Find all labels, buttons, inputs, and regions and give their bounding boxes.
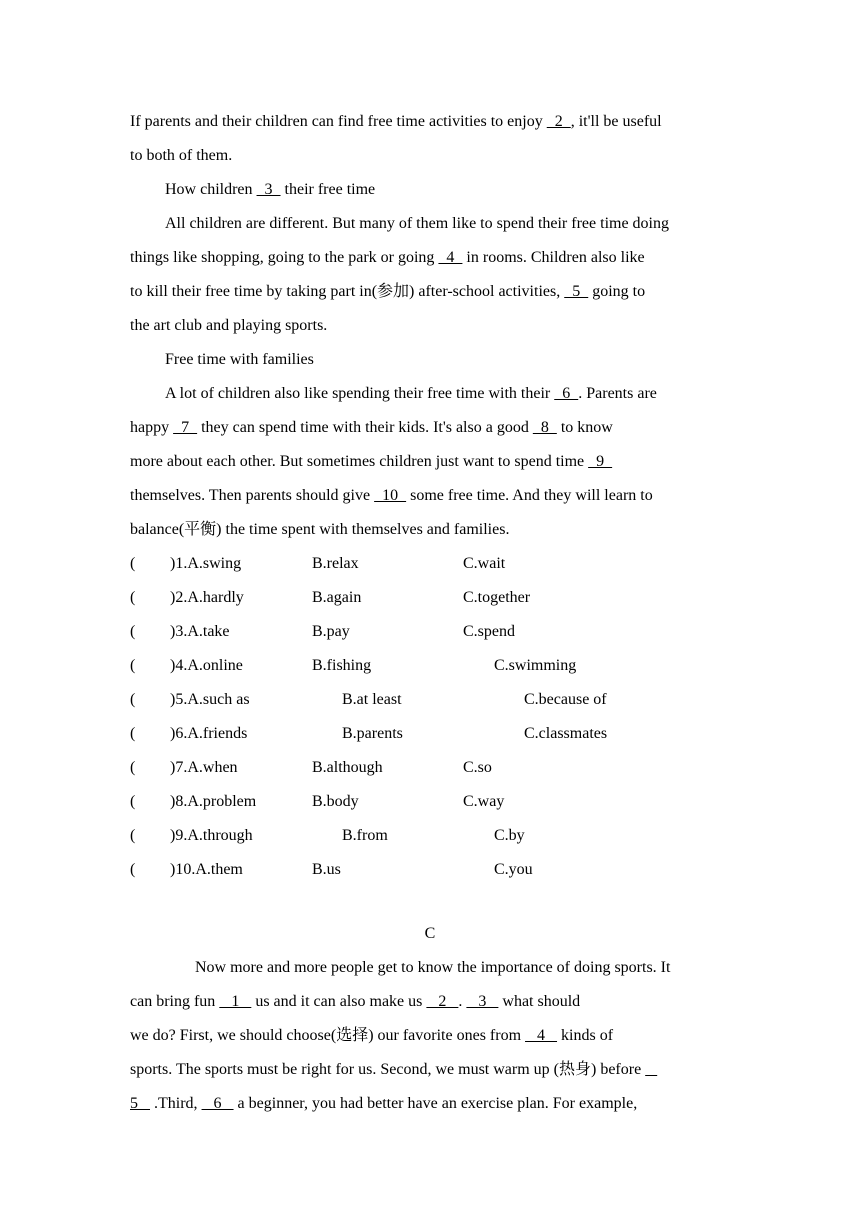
para1-line1 <box>130 112 662 132</box>
option-c: C.swimming <box>494 657 577 674</box>
blank-4: 4 <box>438 249 463 266</box>
blank-c2: 2 <box>426 993 459 1010</box>
text: sports. The sports must be right for us. Second, we must warm up (热身) before <box>130 1061 646 1078</box>
text: . <box>458 993 467 1010</box>
blank-8: 8 <box>532 419 557 436</box>
option-b: B.parents <box>342 725 403 742</box>
blank-10: 10 <box>374 487 407 504</box>
option-b: B.body <box>312 793 359 810</box>
text: .Third, <box>150 1095 202 1112</box>
option-c: C.together <box>463 589 531 606</box>
answer-paren[interactable]: ( <box>130 793 136 810</box>
text: to know <box>556 419 613 436</box>
text: us and it can also make us <box>251 993 427 1010</box>
answer-paren[interactable]: ( <box>130 725 136 742</box>
option-c: C.because of <box>524 691 607 708</box>
text: going to <box>588 283 646 300</box>
para3-line4 <box>130 486 653 506</box>
section-c-title: C <box>424 925 436 942</box>
para2-line3 <box>130 282 645 302</box>
text: can bring fun <box>130 993 220 1010</box>
answer-paren[interactable]: ( <box>130 623 136 640</box>
blank-3: 3 <box>256 181 281 198</box>
option-b: B.at least <box>342 691 402 708</box>
answer-paren[interactable]: ( <box>130 759 136 776</box>
answer-paren[interactable]: ( <box>130 827 136 844</box>
answer-paren[interactable]: ( <box>130 691 136 708</box>
option-a: )2.A.hardly <box>170 589 244 606</box>
text: they can spend time with their kids. It's also a good <box>197 419 533 436</box>
para2-line4: the art club and playing sports. <box>130 317 328 334</box>
text: happy <box>130 419 174 436</box>
sectionC-line1: Now more and more people get to know the importance of doing sports. It <box>195 959 671 976</box>
blank-c5-end: 5 <box>130 1095 150 1112</box>
text: some free time. And they will learn to <box>406 487 653 504</box>
text: . Parents are <box>578 385 657 402</box>
option-c: C.spend <box>463 623 515 640</box>
option-c: C.wait <box>463 555 506 572</box>
option-a: )7.A.when <box>170 759 238 776</box>
blank-c1: 1 <box>219 993 252 1010</box>
text: what should <box>498 993 581 1010</box>
para3-line1 <box>165 384 657 404</box>
answer-paren[interactable]: ( <box>130 555 136 572</box>
para3-line2 <box>130 418 613 438</box>
text: kinds of <box>557 1027 614 1044</box>
option-b: B.pay <box>312 623 350 640</box>
text: If parents and their children can find free time activities to enjoy <box>130 113 547 130</box>
blank-5: 5 <box>564 283 589 300</box>
text: a beginner, you had better have an exercise plan. For example, <box>233 1095 638 1112</box>
blank-c4: 4 <box>525 1027 558 1044</box>
option-c: C.by <box>494 827 525 844</box>
option-a: )9.A.through <box>170 827 253 844</box>
answer-paren[interactable]: ( <box>130 657 136 674</box>
text: their free time <box>280 181 376 198</box>
sectionC-line5 <box>130 1094 637 1114</box>
subheading-how-children <box>165 180 375 200</box>
subheading-free-time-families: Free time with families <box>165 351 314 368</box>
option-b: B.relax <box>312 555 359 572</box>
option-c: C.you <box>494 861 533 878</box>
option-a: )6.A.friends <box>170 725 248 742</box>
blank-9: 9 <box>588 453 613 470</box>
answer-paren[interactable]: ( <box>130 589 136 606</box>
para2-line1: All children are different. But many of them like to spend their free time doing <box>165 215 669 232</box>
answer-paren[interactable]: ( <box>130 861 136 878</box>
option-a: )4.A.online <box>170 657 243 674</box>
para1-line2: to both of them. <box>130 147 233 164</box>
text: themselves. Then parents should give <box>130 487 375 504</box>
text: to kill their free time by taking part in(参加) after-school activities, <box>130 283 565 300</box>
option-b: B.from <box>342 827 388 844</box>
text: things like shopping, going to the park or going <box>130 249 439 266</box>
option-b: B.us <box>312 861 341 878</box>
option-c: C.classmates <box>524 725 608 742</box>
text: more about each other. But sometimes children just want to spend time <box>130 453 589 470</box>
option-b: B.although <box>312 759 383 776</box>
text: , it'll be useful <box>570 113 662 130</box>
blank-c5-start <box>645 1061 657 1078</box>
option-a: )3.A.take <box>170 623 230 640</box>
text: we do? First, we should choose(选择) our favorite ones from <box>130 1027 526 1044</box>
option-b: B.fishing <box>312 657 372 674</box>
blank-2: 2 <box>546 113 571 130</box>
text: How children <box>165 181 257 198</box>
blank-c6: 6 <box>201 1095 234 1112</box>
option-c: C.way <box>463 793 505 810</box>
para2-line2 <box>130 248 645 268</box>
sectionC-line2 <box>130 992 580 1012</box>
option-c: C.so <box>463 759 492 776</box>
option-a: )5.A.such as <box>170 691 250 708</box>
text: A lot of children also like spending their free time with their <box>165 385 555 402</box>
blank-c3: 3 <box>466 993 499 1010</box>
option-b: B.again <box>312 589 362 606</box>
option-a: )8.A.problem <box>170 793 257 810</box>
sectionC-line4 <box>130 1060 657 1080</box>
para3-line3 <box>130 452 612 472</box>
option-a: )1.A.swing <box>170 555 242 572</box>
blank-6: 6 <box>554 385 579 402</box>
para3-line5: balance(平衡) the time spent with themselves and families. <box>130 521 510 538</box>
blank-7: 7 <box>173 419 198 436</box>
text: in rooms. Children also like <box>462 249 645 266</box>
sectionC-line3 <box>130 1026 613 1046</box>
option-a: )10.A.them <box>170 861 243 878</box>
